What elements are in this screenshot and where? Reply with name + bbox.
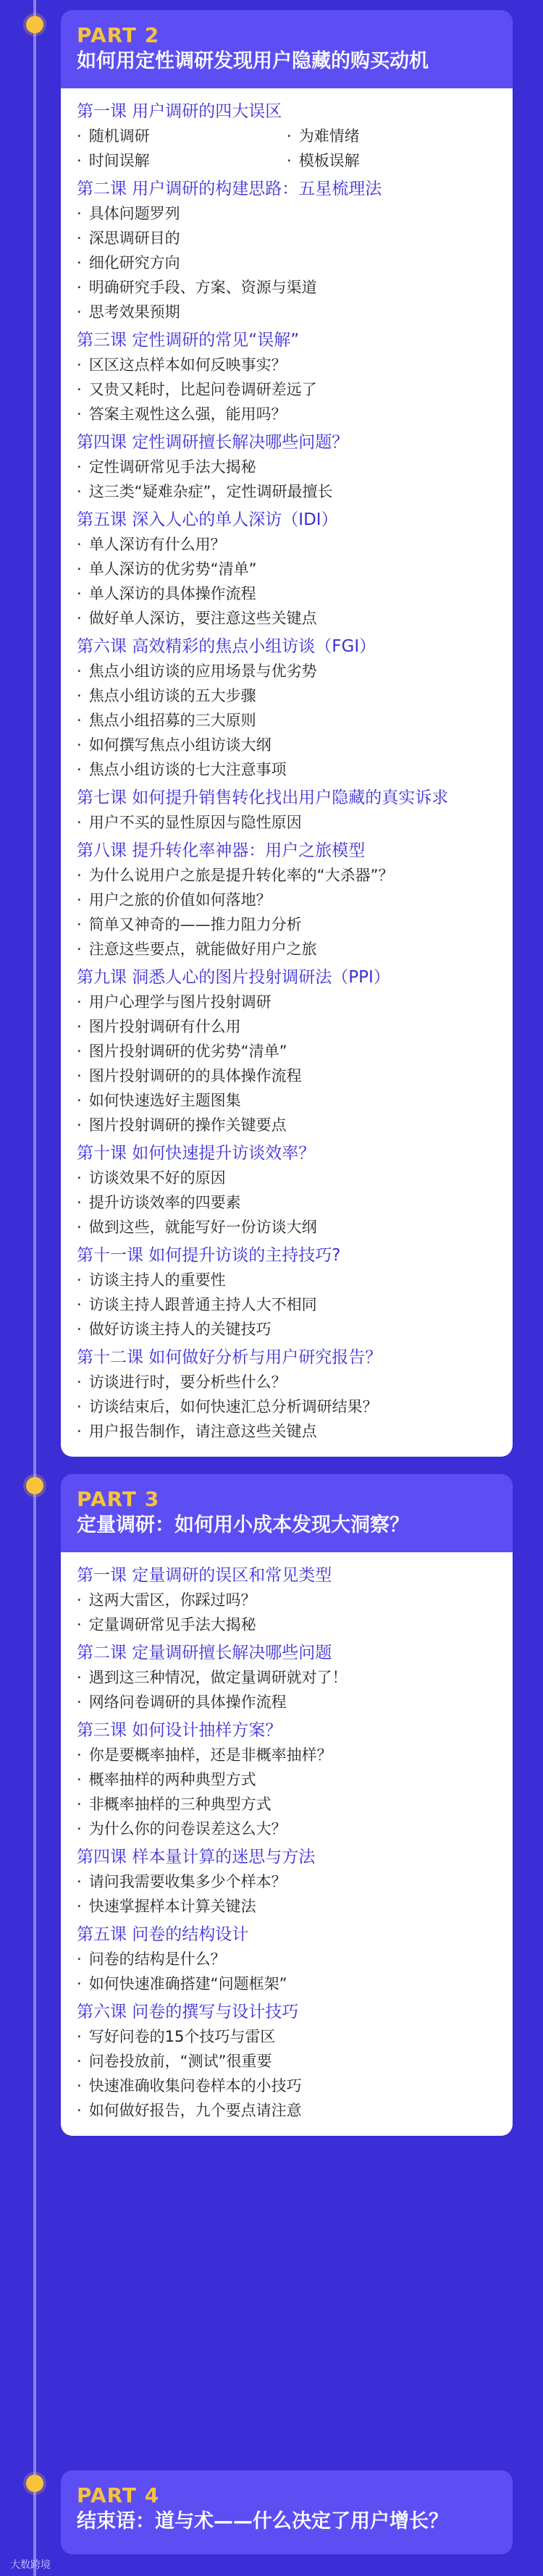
lesson-item (77, 353, 497, 377)
lesson-items (77, 1743, 497, 1841)
part-label: PART 4 (77, 2483, 160, 2507)
bullet-icon: · (77, 1820, 82, 1838)
part-card (61, 10, 513, 1457)
lesson-item-text: 如何快速选好主题图集 (88, 1092, 241, 1109)
lesson-item (77, 557, 497, 581)
lesson-item-text: 快速准确收集问卷样本的小技巧 (88, 2077, 302, 2095)
lesson-item (77, 733, 497, 757)
bullet-icon: · (77, 1373, 82, 1391)
bullet-icon: · (77, 405, 82, 423)
lesson-item-text: 做好访谈主持人的关键技巧 (88, 1321, 272, 1338)
lesson-item (77, 912, 497, 937)
lesson-item (77, 1767, 497, 1792)
lesson-item-text: 你是要概率抽样，还是非概率抽样？ (88, 1746, 332, 1764)
bullet-icon: · (77, 993, 82, 1011)
lesson-title: 第三课 定性调研的常见“误解” (77, 331, 300, 350)
lesson-item (287, 148, 497, 173)
lesson-items (77, 2024, 497, 2123)
bullet-icon: · (77, 1092, 82, 1109)
lesson-items (77, 990, 497, 1137)
bullet-icon: · (77, 1771, 82, 1788)
part-title: 如何用定性调研发现用户隐藏的购买动机 (77, 50, 429, 72)
lesson-item-text: 做好单人深访，要注意这些关键点 (88, 610, 317, 627)
lesson-items (77, 455, 497, 504)
lesson-title: 第八课 提升转化率神器：用户之旅模型 (77, 841, 366, 860)
lesson-item-text: 写好问卷的15个技巧与雷区 (88, 2028, 276, 2045)
lesson-items (77, 1166, 497, 1239)
lesson-item-text: 定量调研常见手法大揭秘 (88, 1616, 256, 1633)
lesson-item (77, 455, 497, 479)
bullet-icon: · (77, 1296, 82, 1313)
bullet-icon: · (77, 2102, 82, 2119)
lesson-title: 第十二课 如何做好分析与用户研究报告？ (77, 1348, 382, 1367)
lesson-item (77, 1419, 497, 1444)
bullet-icon: · (77, 205, 82, 222)
lesson-item-text: 焦点小组招募的三大原则 (88, 712, 256, 729)
lesson-title: 第九课 洞悉人心的图片投射调研法（PPI） (77, 968, 390, 987)
bullet-icon: · (77, 1321, 82, 1338)
bullet-icon: · (77, 1591, 82, 1609)
bullet-icon: · (77, 662, 82, 680)
lesson-title: 第十课 如何快速提升访谈效率？ (77, 1144, 316, 1163)
bullet-icon: · (77, 230, 82, 247)
bullet-icon: · (77, 891, 82, 909)
lesson-item (77, 148, 287, 173)
part-label: PART 2 (77, 23, 160, 47)
lesson-item-text: 定性调研常见手法大揭秘 (88, 458, 256, 476)
bullet-icon: · (77, 458, 82, 476)
lesson-item (77, 937, 497, 961)
bullet-icon: · (77, 1398, 82, 1415)
lesson-item (77, 124, 287, 148)
lesson-item (77, 581, 497, 606)
lesson-item-text: 如何做好报告，九个要点请注意 (88, 2102, 302, 2119)
bullet-icon: · (77, 916, 82, 933)
bullet-icon: · (77, 687, 82, 704)
lesson-item-text: 具体问题罗列 (88, 205, 180, 222)
bullet-icon: · (77, 2077, 82, 2095)
bullet-icon: · (77, 1796, 82, 1813)
bullet-icon: · (77, 2053, 82, 2070)
lesson-item (77, 402, 497, 426)
bullet-icon: · (77, 536, 82, 553)
lesson-item (77, 1612, 497, 1637)
bullet-icon: · (77, 1169, 82, 1187)
lesson-item-text: 概率抽样的两种典型方式 (88, 1771, 256, 1788)
lesson-item-text: 图片投射调研的操作关键要点 (88, 1116, 287, 1134)
part-title: 定量调研：如何用小成本发现大洞察？ (77, 1514, 409, 1536)
lesson-item (77, 2049, 497, 2074)
lesson-item (77, 1088, 497, 1113)
bullet-icon: · (77, 560, 82, 578)
lesson-items (77, 124, 497, 173)
lesson-item (77, 1394, 497, 1419)
bullet-icon: · (77, 381, 82, 398)
lesson-item (287, 124, 497, 148)
bullet-icon: · (77, 1271, 82, 1289)
lesson-item-text: 焦点小组访谈的五大步骤 (88, 687, 256, 704)
lesson-item (77, 1113, 497, 1137)
lesson-item (77, 683, 497, 708)
lesson-item (77, 226, 497, 251)
lesson-item (77, 1268, 497, 1292)
lesson-item-text: 模板误解 (298, 152, 360, 169)
lesson-item (77, 659, 497, 683)
lesson-item-text: 答案主观性这么强，能用吗？ (88, 405, 287, 423)
lesson-item (77, 2098, 497, 2123)
lesson-item (77, 1064, 497, 1088)
bullet-icon: · (77, 712, 82, 729)
lesson-item (77, 1190, 497, 1215)
part-card (61, 1474, 513, 2136)
lesson-items (77, 659, 497, 782)
lesson-item (77, 275, 497, 300)
part-body (61, 88, 513, 1457)
lesson-item-text: 访谈结束后，如何快速汇总分析调研结果？ (88, 1398, 378, 1415)
lesson-item-text: 用户之旅的价值如何落地？ (88, 891, 272, 909)
lesson-item-text: 访谈主持人跟普通主持人大不相同 (88, 1296, 317, 1313)
lesson-item (77, 377, 497, 402)
lesson-item-text: 用户心理学与图片投射调研 (88, 993, 272, 1011)
bullet-icon: · (77, 2028, 82, 2045)
lesson-item (77, 1869, 497, 1894)
lesson-item-text: 请问我需要收集多少个样本？ (88, 1873, 287, 1890)
lesson-item (77, 1971, 497, 1996)
lesson-item-text: 提升访谈效率的四要素 (88, 1194, 241, 1211)
lesson-title: 第六课 高效精彩的焦点小组访谈（FGI） (77, 637, 376, 656)
bullet-icon: · (77, 1616, 82, 1633)
lesson-item-text: 细化研究方向 (88, 254, 180, 272)
lesson-title: 第四课 定性调研擅长解决哪些问题？ (77, 433, 349, 452)
bullet-icon: · (77, 152, 82, 169)
bullet-icon: · (77, 1218, 82, 1236)
bullet-icon: · (287, 152, 292, 169)
lesson-item (77, 757, 497, 782)
bullet-icon: · (77, 254, 82, 272)
lesson-item-text: 单人深访有什么用？ (88, 536, 226, 553)
lesson-item-text: 思考效果预期 (88, 303, 180, 321)
lesson-items (77, 863, 497, 961)
timeline-dot (26, 16, 43, 33)
lesson-item-text: 为什么说用户之旅是提升转化率的“大杀器”？ (88, 867, 394, 884)
bullet-icon: · (77, 814, 82, 831)
bullet-icon: · (77, 1194, 82, 1211)
lesson-item-text: 访谈效果不好的原因 (88, 1169, 226, 1187)
lesson-item-text: 为什么你的问卷误差这么大？ (88, 1820, 287, 1838)
lesson-item (77, 1690, 497, 1714)
bullet-icon: · (77, 1873, 82, 1890)
lesson-item-text: 注意这些要点，就能做好用户之旅 (88, 940, 317, 958)
lesson-title: 第三课 如何设计抽样方案？ (77, 1721, 282, 1740)
timeline-line (33, 0, 36, 2576)
lesson-items (77, 1947, 497, 1996)
part-header (61, 10, 513, 88)
bullet-icon: · (77, 483, 82, 500)
lesson-item-text: 单人深访的具体操作流程 (88, 585, 256, 602)
lesson-item-text: 焦点小组访谈的应用场景与优劣势 (88, 662, 317, 680)
lesson-item-text: 如何撰写焦点小组访谈大纲 (88, 736, 272, 754)
lesson-item (77, 1166, 497, 1190)
part-card (61, 2470, 513, 2554)
lesson-item (77, 1792, 497, 1817)
lesson-title: 第四课 样本量计算的迷思与方法 (77, 1848, 316, 1866)
bullet-icon: · (77, 610, 82, 627)
bullet-icon: · (77, 356, 82, 374)
lesson-items (77, 1869, 497, 1919)
bullet-icon: · (77, 1746, 82, 1764)
lesson-item-text: 访谈主持人的重要性 (88, 1271, 226, 1289)
bullet-icon: · (77, 1067, 82, 1085)
lesson-item-text: 访谈进行时，要分析些什么？ (88, 1373, 287, 1391)
lesson-item (77, 888, 497, 912)
bullet-icon: · (77, 279, 82, 296)
brand-logo: 大数跨境 (10, 2559, 51, 2571)
lesson-item (77, 2074, 497, 2098)
bullet-icon: · (287, 127, 292, 145)
lesson-item-text: 问卷的结构是什么？ (88, 1950, 226, 1968)
bullet-icon: · (77, 1018, 82, 1035)
part-header (61, 2470, 513, 2554)
bullet-icon: · (77, 867, 82, 884)
lesson-item-text: 这三类“疑难杂症”，定性调研最擅长 (88, 483, 333, 500)
lesson-title: 第七课 如何提升销售转化找出用户隐藏的真实诉求 (77, 788, 449, 807)
lesson-item (77, 1743, 497, 1767)
lesson-item-text: 用户报告制作，请注意这些关键点 (88, 1423, 317, 1440)
timeline-dot (26, 1477, 43, 1494)
part-body (61, 1552, 513, 2136)
lesson-items (77, 1588, 497, 1637)
lesson-item (77, 251, 497, 275)
lesson-item (77, 532, 497, 557)
lesson-title: 第二课 定量调研擅长解决哪些问题 (77, 1643, 332, 1662)
lesson-item (77, 606, 497, 631)
lesson-item-text: 单人深访的优劣势“清单” (88, 560, 257, 578)
lesson-item-text: 深思调研目的 (88, 230, 180, 247)
lesson-item-text: 明确研究手段、方案、资源与渠道 (88, 279, 317, 296)
bullet-icon: · (77, 585, 82, 602)
lesson-item-text: 随机调研 (88, 127, 150, 145)
lesson-item (77, 708, 497, 733)
lesson-item-text: 问卷投放前，“测试”很重要 (88, 2053, 272, 2070)
lesson-item-text: 做到这些，就能写好一份访谈大纲 (88, 1218, 317, 1236)
lesson-item (77, 479, 497, 504)
lesson-item (77, 810, 497, 835)
lesson-item (77, 2024, 497, 2049)
bullet-icon: · (77, 761, 82, 778)
bullet-icon: · (77, 127, 82, 145)
lesson-item (77, 990, 497, 1014)
lesson-item-text: 非概率抽样的三种典型方式 (88, 1796, 272, 1813)
bullet-icon: · (77, 1975, 82, 1992)
bullet-icon: · (77, 940, 82, 958)
bullet-icon: · (77, 1898, 82, 1915)
lesson-item-text: 区区这点样本如何反映事实？ (88, 356, 287, 374)
lesson-item (77, 1215, 497, 1239)
bullet-icon: · (77, 1043, 82, 1060)
lesson-title: 第一课 用户调研的四大误区 (77, 102, 282, 121)
lesson-title: 第五课 深入人心的单人深访（IDI） (77, 510, 338, 529)
lesson-item (77, 1317, 497, 1342)
lesson-items (77, 532, 497, 631)
lesson-title: 第二课 用户调研的构建思路：五星梳理法 (77, 180, 382, 198)
part-title: 结束语：道与术——什么决定了用户增长？ (77, 2510, 448, 2533)
lesson-item-text: 这两大雷区，你踩过吗？ (88, 1591, 256, 1609)
lesson-item (77, 201, 497, 226)
lesson-item-text: 焦点小组访谈的七大注意事项 (88, 761, 287, 778)
bullet-icon: · (77, 1116, 82, 1134)
lesson-title: 第一课 定量调研的误区和常见类型 (77, 1566, 332, 1585)
lesson-items (77, 1268, 497, 1342)
lesson-item-text: 图片投射调研有什么用 (88, 1018, 241, 1035)
lesson-item-text: 如何快速准确搭建“问题框架” (88, 1975, 287, 1992)
lesson-item-text: 快速掌握样本计算关键法 (88, 1898, 256, 1915)
lesson-item (77, 1817, 497, 1841)
lesson-item-text: 网络问卷调研的具体操作流程 (88, 1693, 287, 1711)
bullet-icon: · (77, 1693, 82, 1711)
bullet-icon: · (77, 1669, 82, 1686)
lesson-item-text: 时间误解 (88, 152, 150, 169)
lesson-items (77, 810, 497, 835)
lesson-item (77, 1039, 497, 1064)
lesson-item (77, 1894, 497, 1919)
lesson-item-text: 用户不买的显性原因与隐性原因 (88, 814, 302, 831)
lesson-item (77, 1014, 497, 1039)
lesson-item (77, 863, 497, 888)
bullet-icon: · (77, 1423, 82, 1440)
lesson-items (77, 353, 497, 426)
lesson-items (77, 1665, 497, 1714)
lesson-item-text: 简单又神奇的——推力阻力分析 (88, 916, 302, 933)
lesson-item (77, 1947, 497, 1971)
lesson-item-text: 为难情绪 (298, 127, 360, 145)
lesson-title: 第十一课 如何提升访谈的主持技巧? (77, 1246, 341, 1265)
lesson-item (77, 1665, 497, 1690)
lesson-item-text: 又贵又耗时，比起问卷调研差远了 (88, 381, 317, 398)
lesson-title: 第六课 问卷的撰写与设计技巧 (77, 2003, 299, 2021)
bullet-icon: · (77, 736, 82, 754)
lesson-item (77, 1292, 497, 1317)
bullet-icon: · (77, 1950, 82, 1968)
bullet-icon: · (77, 303, 82, 321)
lesson-title: 第五课 问卷的结构设计 (77, 1925, 249, 1944)
lesson-item (77, 1370, 497, 1394)
lesson-items (77, 201, 497, 324)
timeline-dot (26, 2475, 43, 2492)
lesson-item-text: 遇到这三种情况，做定量调研就对了！ (88, 1669, 348, 1686)
part-label: PART 3 (77, 1487, 160, 1511)
lesson-item-text: 图片投射调研的优劣势“清单” (88, 1043, 287, 1060)
part-header (61, 1474, 513, 1552)
lesson-item (77, 1588, 497, 1612)
lesson-items (77, 1370, 497, 1444)
lesson-item (77, 300, 497, 324)
lesson-item-text: 图片投射调研的的具体操作流程 (88, 1067, 302, 1085)
